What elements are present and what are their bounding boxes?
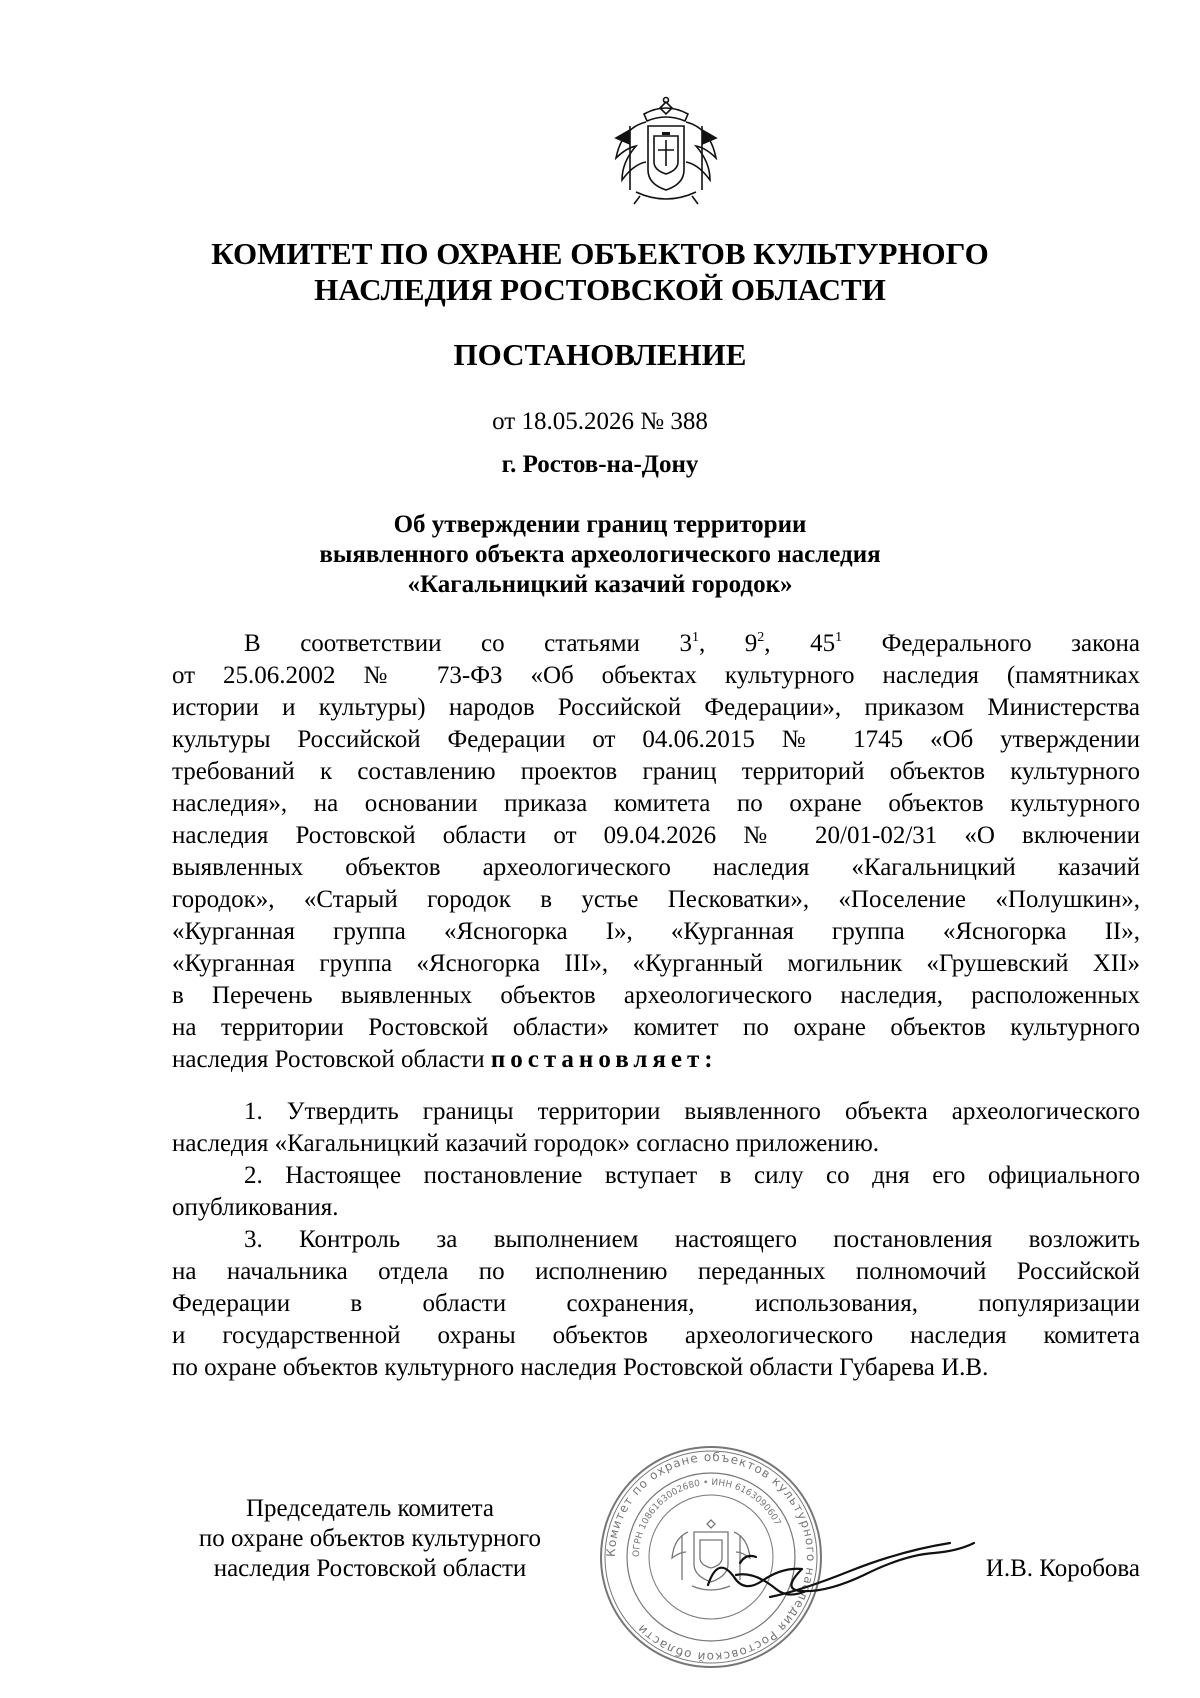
title-line1: Об утверждении границ территории	[393, 511, 807, 538]
preamble-line: от 25.06.2002 № 73-ФЗ «Об объектах культурного наследия (памятниках	[172, 662, 1140, 689]
preamble-line: культуры Российской Федерации от 04.06.2015 № 1745 «Об утверждении	[172, 726, 1140, 753]
item-line: и государственной охраны объектов археологического наследия комитета	[172, 1322, 1140, 1349]
document-type: ПОСТАНОВЛЕНИЕ	[453, 337, 747, 372]
preamble-paragraph	[172, 628, 1140, 1076]
text-run: наследия Ростовской области	[172, 1046, 485, 1073]
signer-position-line1: Председатель комитета	[246, 1495, 494, 1522]
item-line: на начальника отдела по исполнению переданных полномочий Российской	[172, 1258, 1140, 1285]
item-line: наследия «Кагальницкий казачий городок» согласно приложению.	[172, 1130, 879, 1157]
item-2	[172, 1160, 1140, 1224]
preamble-line: требований к составлению проектов границ территорий объектов культурного	[172, 758, 1140, 785]
committee-name	[150, 236, 1050, 308]
item-3	[172, 1224, 1140, 1384]
superscript: 2	[757, 630, 765, 645]
item-line: 1. Утвердить границы территории выявленного объекта археологического	[244, 1098, 1140, 1125]
document-date-number: от 18.05.2026 № 388	[492, 408, 708, 435]
committee-name-line1: КОМИТЕТ ПО ОХРАНЕ ОБЪЕКТОВ КУЛЬТУРНОГО	[211, 236, 989, 271]
text-run: Федерального закона	[842, 630, 1141, 657]
coat-of-arms-icon	[596, 96, 736, 208]
preamble-line: истории и культуры) народов Российской Федерации», приказом Министерства	[172, 694, 1140, 721]
item-line: 2. Настоящее постановление вступает в силу со дня его официального	[244, 1162, 1140, 1189]
preamble-line: наследия», на основании приказа комитета по охране объектов культурного	[172, 790, 1140, 817]
title-line3: «Кагальницкий казачий городок»	[407, 571, 793, 598]
signer-name: И.В. Коробова	[985, 1555, 1140, 1582]
text-run: , 9	[698, 630, 758, 657]
document-title	[150, 510, 1050, 600]
text-run: , 45	[764, 630, 836, 657]
preamble-line	[172, 1044, 1140, 1076]
document-city: г. Ростов-на-Дону	[501, 451, 699, 478]
preamble-line: выявленных объектов археологического наследия «Кагальницкий казачий	[172, 854, 1140, 881]
superscript: 1	[691, 630, 699, 645]
preamble-line: наследия Ростовской области от 09.04.2026 № 20/01-02/31 «О включении	[172, 822, 1140, 849]
preamble-line: городок», «Старый городок в устье Песковатки», «Поселение «Полушкин»,	[172, 886, 1140, 913]
text-run: В соответствии со статьями 3	[244, 630, 692, 657]
committee-name-line2: НАСЛЕДИЯ РОСТОВСКОЙ ОБЛАСТИ	[314, 272, 886, 307]
stamp-inner-text: ОГРН 1086163002680 • ИНН 6163090607	[631, 1477, 783, 1558]
preamble-line: в Перечень выявленных объектов археологического наследия, расположенных	[172, 982, 1140, 1009]
preamble-line: «Курганная группа «Ясногорка I», «Курганная группа «Ясногорка II»,	[172, 918, 1140, 945]
preamble-line: на территории Ростовской области» комитет по охране объектов культурного	[172, 1014, 1140, 1041]
item-1	[172, 1096, 1140, 1160]
preamble-line: «Курганная группа «Ясногорка III», «Курганный могильник «Грушевский XII»	[172, 950, 1140, 977]
signer-position-line2: по охране объектов культурного	[198, 1525, 542, 1552]
resolution-keyword: постановляет:	[490, 1046, 718, 1073]
title-line2: выявленного объекта археологического наследия	[319, 541, 881, 568]
signer-position	[160, 1494, 580, 1584]
superscript: 1	[835, 630, 843, 645]
item-line: по охране объектов культурного наследия Ростовской области Губарева И.В.	[172, 1354, 989, 1381]
item-line: Федерации в области сохранения, использования, популяризации	[172, 1290, 1140, 1317]
signer-position-line3: наследия Ростовской области	[213, 1555, 527, 1582]
preamble-line	[172, 628, 1140, 660]
item-line: 3. Контроль за выполнением настоящего постановления возложить	[244, 1226, 1140, 1253]
handwritten-signature-icon	[700, 1515, 1000, 1625]
stamp-outer-text: Комитет по охране объектов культурного наследия Ростовской области	[603, 1449, 819, 1665]
item-line: опубликования.	[172, 1194, 339, 1221]
